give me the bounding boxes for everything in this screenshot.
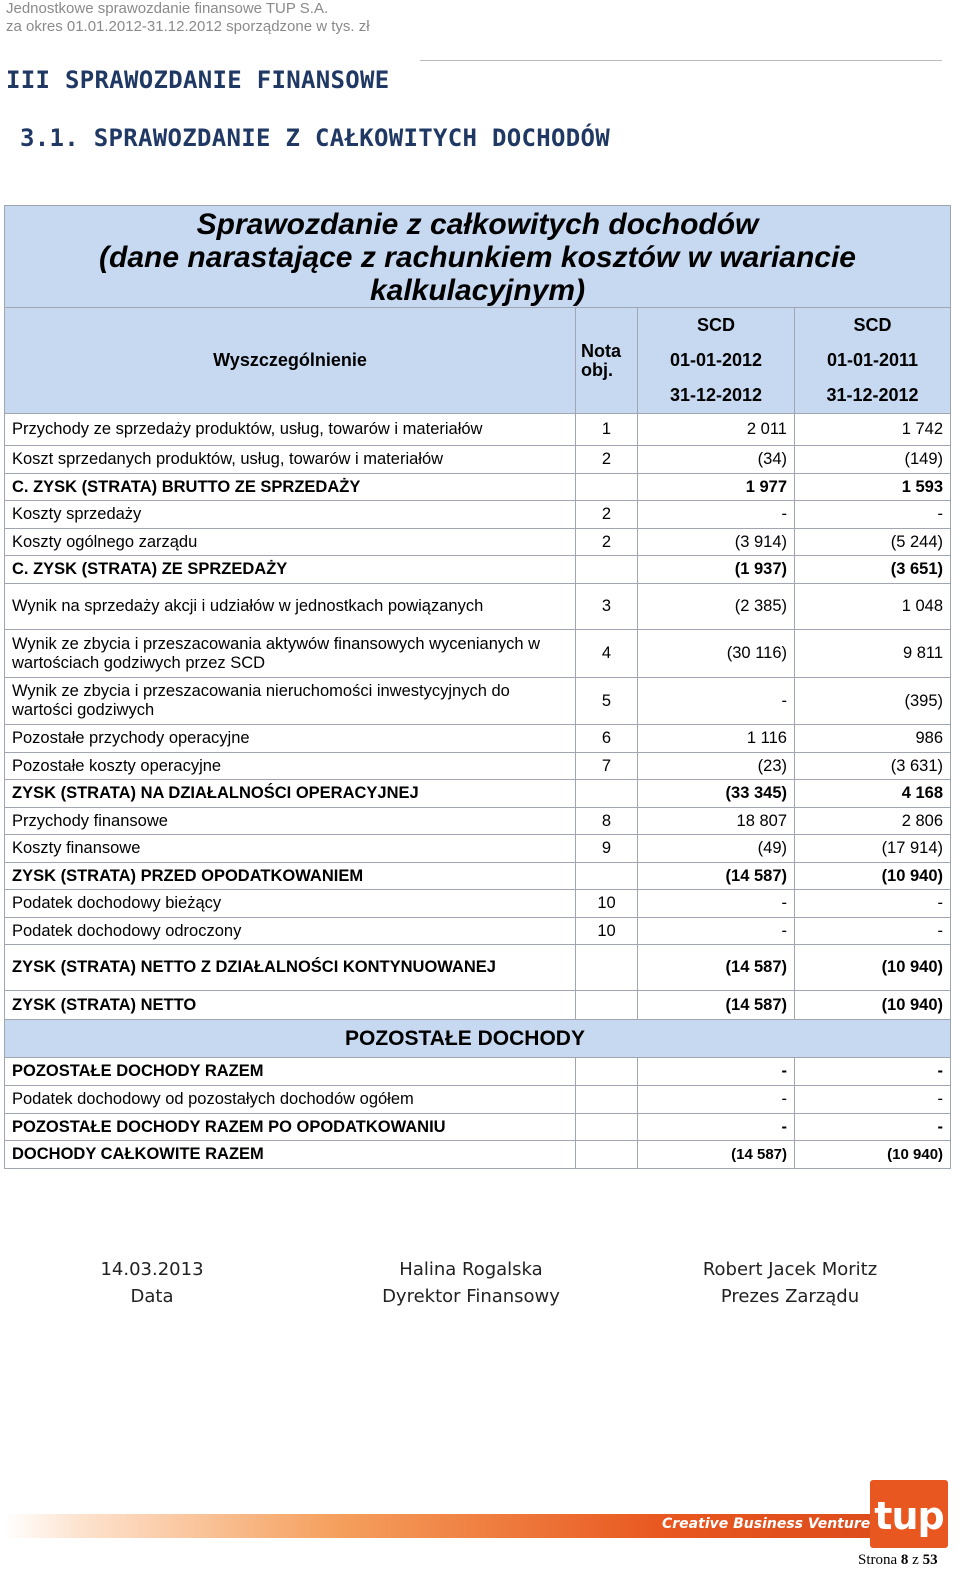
row-label: Koszty ogólnego zarządu (5, 529, 576, 556)
period1-name: SCD (696, 315, 735, 335)
row-label: Podatek dochodowy bieżący (5, 890, 576, 918)
row-label: Podatek dochodowy odroczony (5, 918, 576, 945)
row-label: Wynik na sprzedaży akcji i udziałów w jednostkach powiązanych (5, 584, 576, 630)
row-value-2012: (23) (638, 753, 795, 780)
table-row (5, 725, 951, 753)
row-label: ZYSK (STRATA) NETTO Z DZIAŁALNOŚCI KONTYNUOWANEJ (5, 945, 576, 991)
main-rows (5, 414, 951, 1020)
row-note (576, 945, 638, 991)
column-header-period-2011 (795, 308, 951, 414)
tup-logo (870, 1480, 948, 1548)
row-note (576, 474, 638, 501)
row-value-2011: - (795, 1114, 951, 1141)
table-row (5, 808, 951, 835)
row-note: 9 (576, 835, 638, 863)
row-note (576, 1058, 638, 1086)
row-value-2011: (10 940) (795, 863, 951, 890)
row-note: 10 (576, 918, 638, 945)
row-label: Przychody ze sprzedaży produktów, usług, towarów i materiałów (5, 414, 576, 446)
table-row (5, 474, 951, 501)
row-label: Wynik ze zbycia i przeszacowania aktywów finansowych wycenianych w wartościach godziwych przez SCD (5, 630, 576, 678)
row-value-2011: 4 168 (795, 780, 951, 808)
table-title-line2: (dane narastające z rachunkiem kosztów w wariancie kalkulacyjnym) (99, 241, 856, 307)
row-note: 2 (576, 501, 638, 529)
document-header-period: za okres 01.01.2012-31.12.2012 sporządzone w tys. zł (6, 18, 370, 35)
column-header-description: Wyszczególnienie (5, 308, 576, 414)
signature-ceo-name: Robert Jacek Moritz (702, 1259, 878, 1280)
period1-to: 31-12-2012 (669, 385, 763, 405)
row-value-2012: (30 116) (638, 630, 795, 678)
table-row (5, 1086, 951, 1114)
row-note (576, 1141, 638, 1169)
row-value-2012: (49) (638, 835, 795, 863)
row-value-2012: 18 807 (638, 808, 795, 835)
table-row (5, 1114, 951, 1141)
signature-date (32, 1256, 272, 1310)
row-value-2011: - (795, 1058, 951, 1086)
header-divider (420, 60, 942, 61)
row-note: 1 (576, 414, 638, 446)
row-value-2011: - (795, 1086, 951, 1114)
row-value-2011: (10 940) (795, 945, 951, 991)
row-label: Pozostałe koszty operacyjne (5, 753, 576, 780)
row-note: 7 (576, 753, 638, 780)
row-value-2011: (149) (795, 446, 951, 474)
row-value-2012: (2 385) (638, 584, 795, 630)
table-row (5, 945, 951, 991)
row-value-2011: (10 940) (795, 991, 951, 1020)
row-value-2012: (1 937) (638, 556, 795, 584)
table-row (5, 918, 951, 945)
table-row (5, 863, 951, 890)
row-value-2012: (33 345) (638, 780, 795, 808)
tup-logo-text: tup (874, 1494, 944, 1538)
row-note: 8 (576, 808, 638, 835)
row-value-2011: - (795, 918, 951, 945)
row-label: Przychody finansowe (5, 808, 576, 835)
row-label: ZYSK (STRATA) NETTO (5, 991, 576, 1020)
table-row (5, 414, 951, 446)
row-value-2012: - (638, 1058, 795, 1086)
row-note (576, 1086, 638, 1114)
row-value-2012: - (638, 1114, 795, 1141)
row-note: 6 (576, 725, 638, 753)
row-value-2012: - (638, 678, 795, 725)
column-header-period-2012 (638, 308, 795, 414)
row-label: Podatek dochodowy od pozostałych dochodów ogółem (5, 1086, 576, 1114)
page-prefix: Strona (858, 1552, 898, 1568)
table-row (5, 753, 951, 780)
table-row (5, 780, 951, 808)
page-of: z (912, 1552, 919, 1568)
table-row (5, 630, 951, 678)
signature-date-label: Data (130, 1286, 174, 1307)
table-row (5, 501, 951, 529)
footer-tagline: Creative Business Venture (662, 1516, 871, 1532)
table-row (5, 1058, 951, 1086)
document-header-company: Jednostkowe sprawozdanie finansowe TUP S.A. (6, 0, 329, 17)
signature-ceo-role: Prezes Zarządu (720, 1286, 860, 1307)
row-label: Koszt sprzedanych produktów, usług, towarów i materiałów (5, 446, 576, 474)
income-statement-table (4, 205, 951, 1169)
row-label: POZOSTAŁE DOCHODY RAZEM (5, 1058, 576, 1086)
row-label: ZYSK (STRATA) PRZED OPODATKOWANIEM (5, 863, 576, 890)
signature-cfo-role: Dyrektor Finansowy (382, 1286, 560, 1307)
table-row (5, 890, 951, 918)
row-value-2011: (10 940) (795, 1141, 951, 1169)
row-note (576, 780, 638, 808)
page-total: 53 (922, 1552, 938, 1568)
row-value-2011: - (795, 501, 951, 529)
table-row (5, 584, 951, 630)
row-value-2011: 1 593 (795, 474, 951, 501)
section-title: III SPRAWOZDANIE FINANSOWE (6, 66, 390, 94)
period2-name: SCD (853, 315, 892, 335)
row-note: 2 (576, 446, 638, 474)
row-value-2011: 1 048 (795, 584, 951, 630)
table-row (5, 991, 951, 1020)
row-label: POZOSTAŁE DOCHODY RAZEM PO OPODATKOWANIU (5, 1114, 576, 1141)
row-value-2011: (5 244) (795, 529, 951, 556)
period2-to: 31-12-2012 (826, 385, 919, 405)
row-note: 5 (576, 678, 638, 725)
row-note (576, 863, 638, 890)
row-value-2012: (14 587) (638, 945, 795, 991)
row-label: Pozostałe przychody operacyjne (5, 725, 576, 753)
other-income-rows (5, 1058, 951, 1169)
row-value-2011: 9 811 (795, 630, 951, 678)
column-header-note: Nota obj. (576, 308, 638, 414)
row-value-2012: 2 011 (638, 414, 795, 446)
row-value-2011: 2 806 (795, 808, 951, 835)
row-note (576, 1114, 638, 1141)
signature-cfo-name: Halina Rogalska (399, 1259, 543, 1280)
row-note (576, 556, 638, 584)
table-row (5, 556, 951, 584)
row-value-2012: - (638, 918, 795, 945)
row-value-2012: (3 914) (638, 529, 795, 556)
table-row (5, 1141, 951, 1169)
page-number (858, 1552, 938, 1569)
table-row (5, 446, 951, 474)
row-label: Wynik ze zbycia i przeszacowania nieruchomości inwestycyjnych do wartości godziwych (5, 678, 576, 725)
row-value-2011: (17 914) (795, 835, 951, 863)
row-label: DOCHODY CAŁKOWITE RAZEM (5, 1141, 576, 1169)
signature-cfo (351, 1256, 591, 1310)
table-title-line1: Sprawozdanie z całkowitych dochodów (196, 208, 759, 241)
table-row (5, 529, 951, 556)
row-label: ZYSK (STRATA) NA DZIAŁALNOŚCI OPERACYJNEJ (5, 780, 576, 808)
signature-ceo (670, 1256, 910, 1310)
table-title (5, 206, 951, 308)
row-value-2012: (34) (638, 446, 795, 474)
row-note (576, 991, 638, 1020)
row-label: Koszty sprzedaży (5, 501, 576, 529)
row-note: 2 (576, 529, 638, 556)
row-value-2012: - (638, 890, 795, 918)
subsection-title: 3.1. SPRAWOZDANIE Z CAŁKOWITYCH DOCHODÓW (20, 124, 610, 152)
row-value-2012: (14 587) (638, 1141, 795, 1169)
row-value-2011: (3 631) (795, 753, 951, 780)
page-current: 8 (900, 1552, 909, 1568)
period1-from: 01-01-2012 (669, 350, 763, 370)
row-value-2011: (395) (795, 678, 951, 725)
row-label: C. ZYSK (STRATA) BRUTTO ZE SPRZEDAŻY (5, 474, 576, 501)
row-note: 10 (576, 890, 638, 918)
row-label: Koszty finansowe (5, 835, 576, 863)
period2-from: 01-01-2011 (826, 350, 919, 370)
other-income-heading: POZOSTAŁE DOCHODY (5, 1020, 951, 1058)
row-note: 3 (576, 584, 638, 630)
table-row (5, 678, 951, 725)
row-value-2011: (3 651) (795, 556, 951, 584)
row-value-2011: - (795, 890, 951, 918)
row-value-2012: 1 116 (638, 725, 795, 753)
table-row (5, 835, 951, 863)
row-value-2012: (14 587) (638, 863, 795, 890)
row-note: 4 (576, 630, 638, 678)
signature-date-value: 14.03.2013 (100, 1259, 204, 1280)
row-value-2012: (14 587) (638, 991, 795, 1020)
row-value-2012: 1 977 (638, 474, 795, 501)
row-value-2011: 986 (795, 725, 951, 753)
row-value-2012: - (638, 1086, 795, 1114)
row-value-2012: - (638, 501, 795, 529)
row-label: C. ZYSK (STRATA) ZE SPRZEDAŻY (5, 556, 576, 584)
row-value-2011: 1 742 (795, 414, 951, 446)
